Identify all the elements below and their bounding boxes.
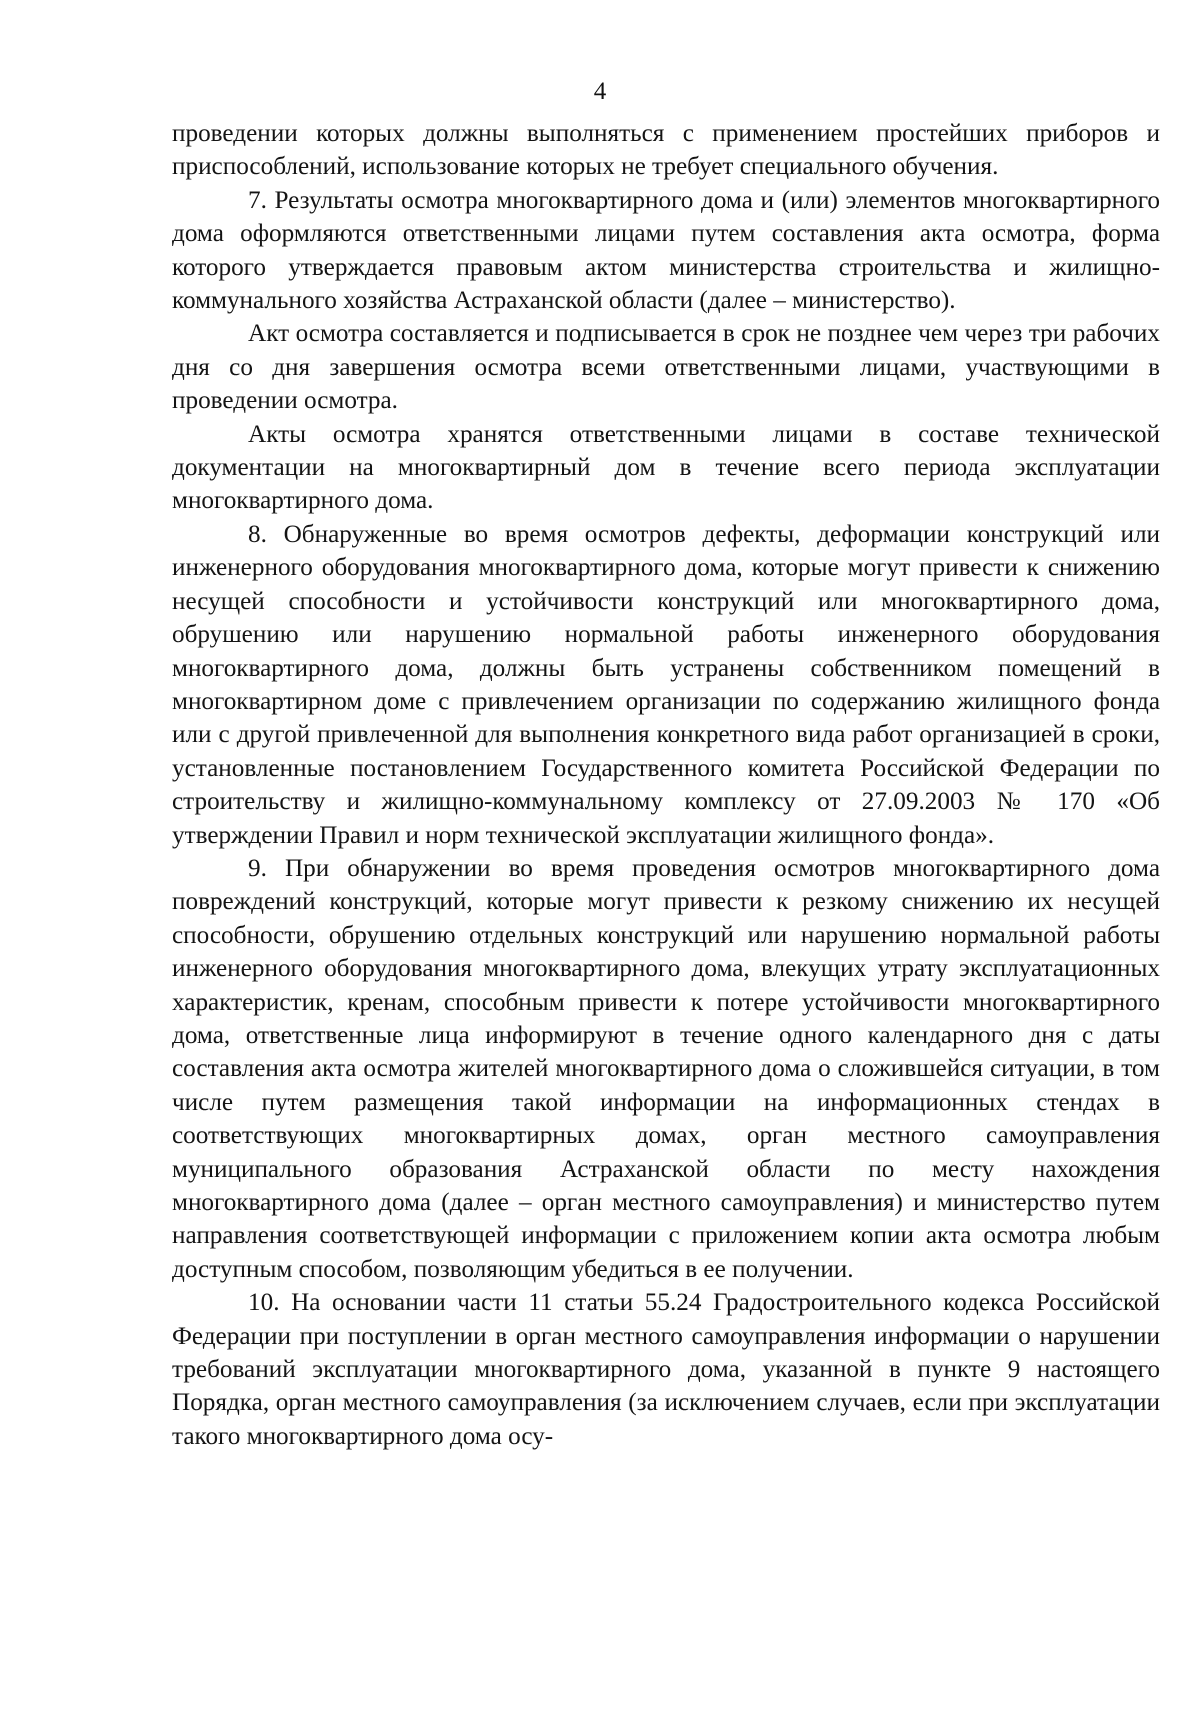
paragraph-item-9: 9. При обнаружении во время проведения осмотров многоквартирного дома повреждений конструкций, которые могут привести к резкому снижению их несущей способности, обрушению отдельных конструкций или нарушению нормальной работы инженерного оборудования многоквартирного дома, влекущих утрату эксплуатационных характеристик, кренам, способным привести к потере устойчивости многоквартирного дома, ответственные лица информируют в течение одного календарного дня с даты составления акта осмотра жителей многоквартирного дома о сложившейся ситуации, в том числе путем размещения такой информации на информационных стендах в соответствующих многоквартирных домах, орган местного самоуправления муниципального образования Астраханской области по месту нахождения многоквартирного дома (далее – орган местного самоуправления) и министерство путем направления соответствующей информации с приложением копии акта осмотра любым доступным способом, позволяющим убедиться в ее получении.: [172, 854, 1160, 1283]
paragraph-act-storage: Акты осмотра хранятся ответственными лицами в составе технической документации на многоквартирный дом в течение всего периода эксплуатации многоквартирного дома.: [172, 420, 1160, 515]
paragraph-item-7: 7. Результаты осмотра многоквартирного дома и (или) элементов многоквартирного дома оформляются ответственными лицами путем составления акта осмотра, форма которого утверждается правовым актом министерства строительства и жилищно-коммунального хозяйства Астраханской области (далее – министерство).: [172, 186, 1160, 315]
paragraph-continuation: проведении которых должны выполняться с применением простейших приборов и приспособлений, использование которых не требует специального обучения.: [172, 120, 1160, 181]
paragraph-item-10: 10. На основании части 11 статьи 55.24 Градостроительного кодекса Российской Федерации при поступлении в орган местного самоуправления информации о нарушении требований эксплуатации многоквартирного дома, указанной в пункте 9 настоящего Порядка, орган местного самоуправления (за исключением случаев, если при эксплуатации такого многоквартирного дома осу-: [172, 1289, 1160, 1450]
paragraph-item-8: 8. Обнаруженные во время осмотров дефекты, деформации конструкций или инженерного оборудования многоквартирного дома, которые могут привести к снижению несущей способности и устойчивости конструкций или многоквартирного дома, обрушению или нарушению нормальной работы инженерного оборудования многоквартирного дома, должны быть устранены собственником помещений в многоквартирном доме с привлечением организации по содержанию жилищного фонда или с другой привлеченной для выполнения конкретного вида работ организацией в сроки, установленные постановлением Государственного комитета Российской Федерации по строительству и жилищно-коммунальному комплексу от 27.09.2003 № 170 «Об утверждении Правил и норм технической эксплуатации жилищного фонда».: [172, 520, 1160, 849]
paragraph-act-signing: Акт осмотра составляется и подписывается в срок не позднее чем через три рабочих дня со дня завершения осмотра всеми ответственными лицами, участвующими в проведении осмотра.: [172, 320, 1160, 415]
page-number: 4: [593, 78, 607, 105]
document-body: [172, 117, 1160, 1453]
